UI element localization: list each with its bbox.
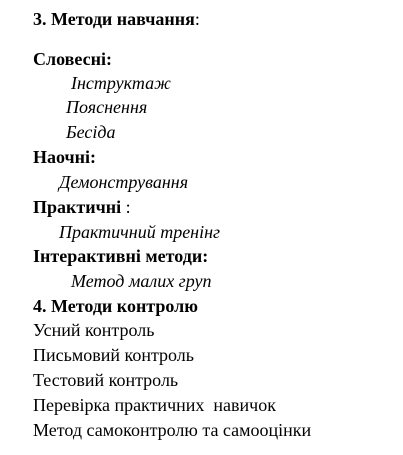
methods-heading: 3. Методи навчання (33, 9, 195, 29)
verbal-label: Словесні: (33, 49, 112, 69)
visual-item-demonstration: Демонстрування (59, 172, 189, 192)
practical-label-colon: : (121, 197, 131, 217)
verbal-item-explanation: Пояснення (66, 97, 148, 117)
control-item-oral: Усний контроль (33, 320, 155, 340)
visual-label: Наочні: (33, 147, 97, 167)
methods-heading-colon: : (194, 9, 200, 29)
verbal-item-conversation: Бесіда (66, 122, 116, 142)
control-item-self-assessment: Метод самоконтролю та самооцінки (33, 420, 312, 440)
control-heading: 4. Методи контролю (33, 296, 198, 316)
methods-heading-line (33, 8, 200, 30)
control-item-practical-skills: Перевірка практичних навичок (33, 395, 276, 415)
practical-item-training: Практичний тренінг (59, 222, 221, 242)
interactive-item-small-groups: Метод малих груп (71, 271, 212, 291)
verbal-item-instruction: Інструктаж (71, 73, 171, 93)
interactive-label: Інтерактивні методи: (33, 246, 209, 266)
practical-label-line (33, 196, 131, 218)
practical-label: Практичні (33, 197, 122, 217)
control-item-written: Письмовий контроль (33, 345, 194, 365)
control-item-test: Тестовий контроль (33, 370, 179, 390)
